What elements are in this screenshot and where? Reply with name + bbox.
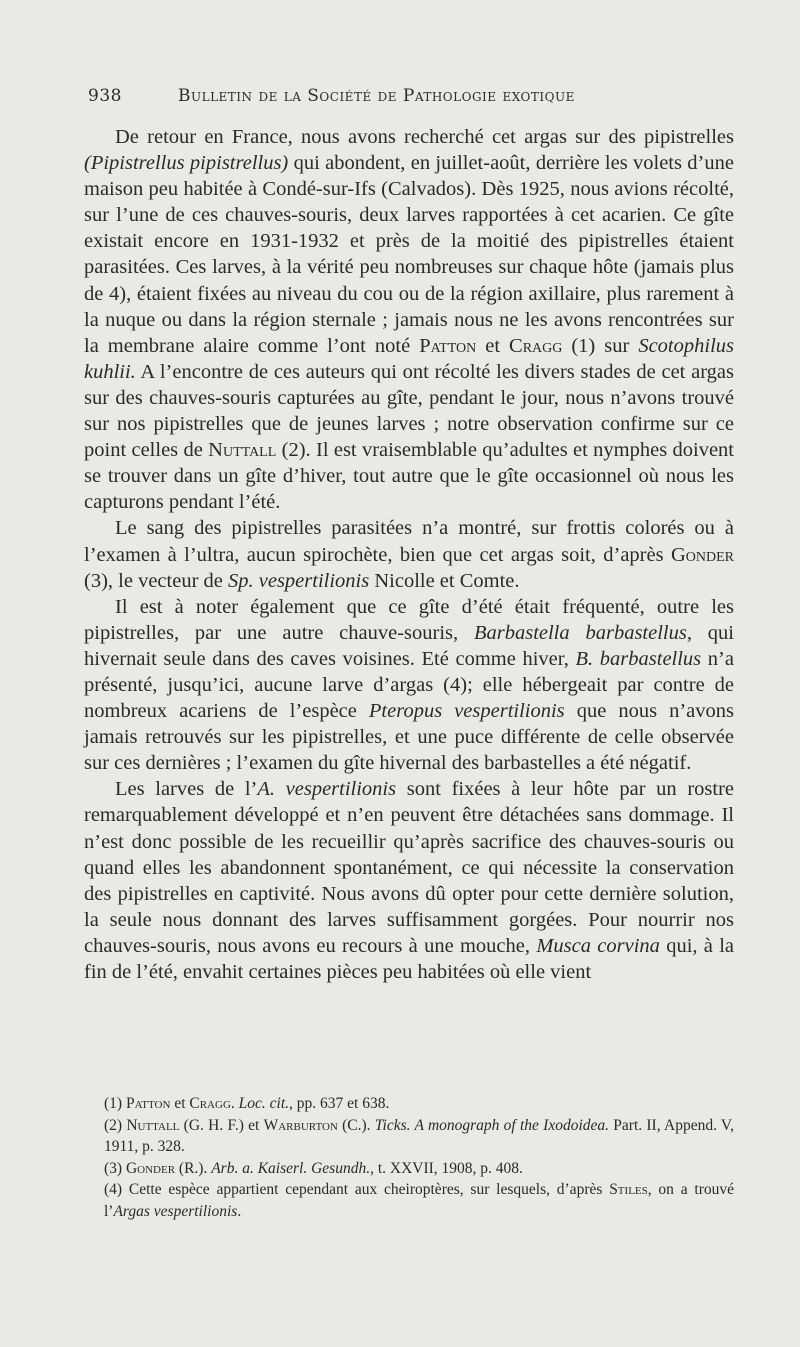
- italic-text: A. vespertilionis: [257, 778, 397, 801]
- author-name: Gonder: [125, 1159, 176, 1177]
- text-run: Les larves de l’: [115, 778, 258, 801]
- running-title: Bulletin de la Société de Pathologie exotique: [178, 86, 575, 106]
- text-run: Nicolle et Comte.: [369, 569, 520, 592]
- text-run: .: [230, 1095, 239, 1112]
- text-run: et: [476, 334, 510, 357]
- text-run: (4) Cette espèce appartient cependant aux cheiroptères, sur lesquels, d’après: [104, 1181, 610, 1199]
- paragraph: [84, 776, 734, 985]
- italic-text: (Pipistrellus pipistrellus): [84, 152, 289, 175]
- italic-text: Arb. a. Kaiserl. Gesundh.: [211, 1159, 371, 1177]
- text-run: (G. H. F.) et: [179, 1116, 264, 1134]
- text-run: (1): [104, 1095, 126, 1112]
- text-run: (3), le vecteur de: [84, 569, 228, 592]
- footnote: [104, 1115, 734, 1158]
- italic-text: Ticks. A monograph of the Ixodoidea.: [374, 1116, 610, 1134]
- italic-text: B. barbastellus: [575, 647, 702, 670]
- text-run: Il est à noter également que ce gîte d’été était fréquenté, outre les pipistrelles, par une autre chauve-souris,: [84, 595, 734, 644]
- text-run: (R.).: [175, 1159, 212, 1177]
- author-name: Cragg: [189, 1095, 231, 1112]
- text-run: , pp. 637 et 638.: [289, 1095, 390, 1112]
- text-run: que nous n’avons jamais retrouvés sur les pipistrelles, et une puce différente de celle observée sur ces dernières ; l’examen du gîte hivernal des barbastelles a été négatif.: [84, 700, 735, 775]
- text-run: Le sang des pipistrelles parasitées n’a montré, sur frottis colorés ou à l’examen à l’ultra, aucun spirochète, bien que cet argas soit, d’après: [84, 517, 734, 566]
- text-run: Part. II, Append. V, 1911, p. 328.: [104, 1116, 734, 1156]
- text-run: n’a présenté, jusqu’ici, aucune larve d’argas (4); elle hébergeait par contre de nombreux acariens de l’espèce: [84, 647, 734, 723]
- body-text: [84, 124, 734, 985]
- page-number: 938: [88, 86, 122, 106]
- page-header: [88, 86, 728, 112]
- author-name: Warburton: [263, 1116, 338, 1134]
- paragraph: [84, 515, 734, 593]
- author-name: Nuttall: [126, 1116, 180, 1134]
- text-run: (1) sur: [562, 334, 639, 357]
- footnote: [104, 1093, 734, 1115]
- text-run: (3): [104, 1159, 126, 1177]
- text-run: A l’encontre de ces auteurs qui ont récolté les divers stades de cet argas sur des chauves-souris capturées au gîte, pendant le jour, nous n’avons trouvé sur nos pipistrelles que de jeunes larves ; notre observation confirme sur ce point celles de: [84, 360, 734, 462]
- italic-text: Loc. cit.: [238, 1095, 290, 1112]
- text-run: , t. XXVII, 1908, p. 408.: [370, 1159, 523, 1177]
- text-run: qui abondent, en juillet-août, derrière les volets d’une maison peu habitée à Condé-sur-Ifs (Calvados). Dès 1925, nous avions récolté, sur l’une de ces chauves-souris, deux larves rapportées à cet acarien. Ce gîte existait encore en 1931-1932 et près de la moitié des pipistrelles étaient parasitées. Ces larves, à la vérité peu nombreuses sur chaque hôte (jamais plus de 4), étaient fixées au niveau du cou ou de la région axillaire, plus rarement à la nuque ou dans la région sternale ; jamais nous ne les avons rencontrées sur la membrane alaire comme l’ont noté: [84, 152, 734, 357]
- author-name: Patton: [125, 1095, 171, 1112]
- text-run: De retour en France, nous avons recherché cet argas sur des pipistrelles: [115, 126, 734, 148]
- text-run: sont fixées à leur hôte par un rostre remarquablement développé et n’en peuvent être détachées sans dommage. Il n’est donc possible de les recueillir qu’après sacrifice des chauves-souris ou quand elles les abandonnent spontanément, ce qui nécessite la conservation des pipistrelles en captivité. Nous avons dû opter pour cette dernière solution, la seule nous donnant des larves suffisamment gorgées. Pour nourrir nos chauves-souris, nous avons eu recours à une mouche,: [84, 778, 734, 957]
- italic-text: Musca corvina: [536, 934, 660, 957]
- author-name: Gonder: [670, 543, 734, 566]
- footnote: [104, 1158, 734, 1180]
- text-run: (2). Il est vraisemblable qu’adultes et nymphes doivent se trouver dans un gîte d’hiver, tout autre que le gîte occasionnel où nous les capturons pendant l’été.: [84, 439, 734, 514]
- italic-text: Pteropus vespertilionis: [368, 700, 565, 723]
- paragraph: [84, 594, 734, 777]
- text-run: et: [170, 1095, 190, 1112]
- text-run: .: [237, 1202, 242, 1220]
- author-name: Nuttall: [208, 439, 277, 462]
- text-run: qui hivernait seule dans des caves voisines. Eté comme hiver,: [84, 621, 734, 670]
- text-run: (2): [104, 1116, 127, 1134]
- text-run: (C.).: [337, 1116, 375, 1134]
- italic-text: Scotophilus kuhlii.: [84, 334, 734, 383]
- italic-text: Barbastella barbastellus,: [473, 621, 692, 644]
- italic-text: Sp. vespertilionis: [228, 569, 370, 592]
- author-name: Patton: [419, 334, 477, 357]
- footnote: [104, 1179, 734, 1222]
- footnotes: [104, 1093, 734, 1223]
- author-name: Cragg: [509, 334, 563, 357]
- italic-text: Argas vespertilionis: [113, 1202, 238, 1220]
- paragraph: [84, 124, 734, 515]
- author-name: Stiles: [609, 1181, 648, 1199]
- text-run: qui, à la fin de l’été, envahit certaines pièces peu habitées où elle vient: [84, 934, 735, 983]
- text-run: , on a trouvé l’: [104, 1181, 734, 1220]
